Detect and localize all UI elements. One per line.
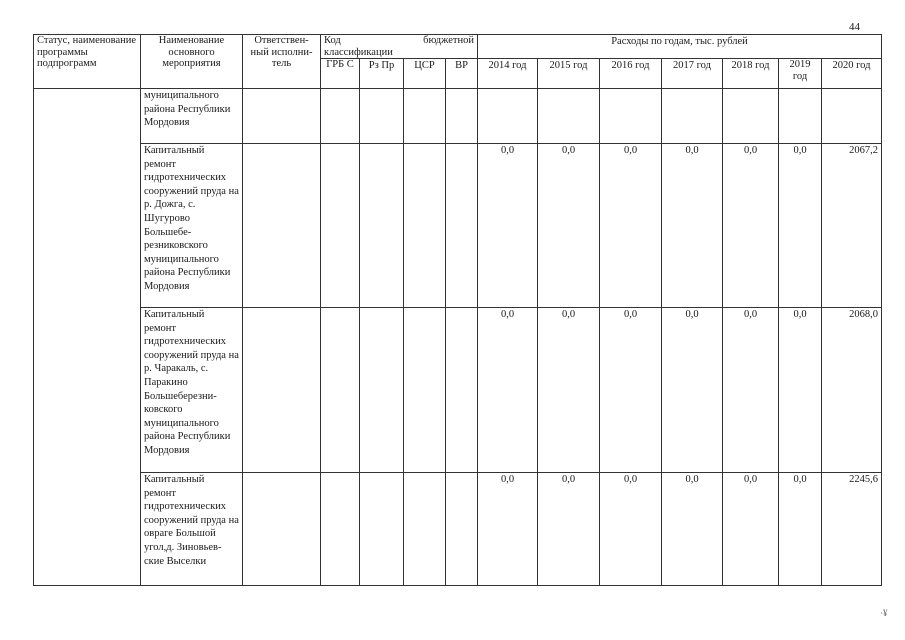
executor-cell (243, 308, 321, 473)
corner-mark: ·¥ (880, 608, 888, 618)
executor-cell (243, 144, 321, 308)
value-2016 (600, 89, 662, 144)
value-2014: 0,0 (478, 308, 538, 473)
header-budget-code (321, 35, 478, 59)
table-row (34, 473, 882, 586)
executor-cell (243, 89, 321, 144)
value-2018: 0,0 (723, 473, 779, 586)
value-2018: 0,0 (723, 308, 779, 473)
value-2017 (662, 89, 723, 144)
header-rzpr: Рз Пр (360, 59, 404, 89)
grbs-cell (321, 144, 360, 308)
vr-cell (446, 144, 478, 308)
budget-table (33, 34, 882, 586)
executor-cell (243, 473, 321, 586)
value-2020: 2245,6 (822, 473, 882, 586)
value-2017: 0,0 (662, 144, 723, 308)
value-2020: 2068,0 (822, 308, 882, 473)
header-year-2019: 2019 год (779, 59, 822, 89)
event-name: Капитальный ремонт гидротехнических сооружений пруда на овраге Большой угол,д. Зиновьев-ские Выселки (141, 473, 243, 586)
value-2016: 0,0 (600, 473, 662, 586)
event-name: муниципального района Республики Мордовия (141, 89, 243, 144)
vr-cell (446, 473, 478, 586)
csr-cell (404, 144, 446, 308)
table-row (34, 308, 882, 473)
csr-cell (404, 473, 446, 586)
rzpr-cell (360, 308, 404, 473)
vr-cell (446, 89, 478, 144)
header-grbs: ГРБ С (321, 59, 360, 89)
header-csr: ЦСР (404, 59, 446, 89)
value-2015: 0,0 (538, 308, 600, 473)
header-code-bottom: классификации (324, 46, 393, 58)
header-vr: ВР (446, 59, 478, 89)
value-2020: 2067,2 (822, 144, 882, 308)
vr-cell (446, 308, 478, 473)
value-2019: 0,0 (779, 308, 822, 473)
value-2016: 0,0 (600, 144, 662, 308)
header-year-2018: 2018 год (723, 59, 779, 89)
grbs-cell (321, 89, 360, 144)
value-2020 (822, 89, 882, 144)
table-row (34, 89, 882, 144)
value-2017: 0,0 (662, 473, 723, 586)
header-status: Статус, наименование программы подпрограмм (34, 35, 141, 89)
value-2015 (538, 89, 600, 144)
value-2015: 0,0 (538, 144, 600, 308)
value-2017: 0,0 (662, 308, 723, 473)
value-2015: 0,0 (538, 473, 600, 586)
status-cell (34, 89, 141, 586)
grbs-cell (321, 473, 360, 586)
rzpr-cell (360, 144, 404, 308)
value-2019 (779, 89, 822, 144)
value-2019: 0,0 (779, 473, 822, 586)
csr-cell (404, 308, 446, 473)
grbs-cell (321, 308, 360, 473)
header-year-2016: 2016 год (600, 59, 662, 89)
header-year-2020: 2020 год (822, 59, 882, 89)
header-name: Наименование основного мероприятия (141, 35, 243, 89)
header-year-2014: 2014 год (478, 59, 538, 89)
header-year-2017: 2017 год (662, 59, 723, 89)
csr-cell (404, 89, 446, 144)
event-name: Капитальный ремонт гидротехнических сооружений пруда на р. Чаракаль, с. Паракино Большеберезни-ковского муниципального района Республики Мордовия (141, 308, 243, 473)
value-2018: 0,0 (723, 144, 779, 308)
rzpr-cell (360, 89, 404, 144)
value-2018 (723, 89, 779, 144)
value-2014 (478, 89, 538, 144)
header-code-left: Код (324, 35, 341, 46)
event-name: Капитальный ремонт гидротехнических сооружений пруда на р. Дожга, с. Шугурово Большебе-резниковского муниципального района Республики Мордовия (141, 144, 243, 308)
value-2019: 0,0 (779, 144, 822, 308)
header-expenses: Расходы по годам, тыс. рублей (478, 35, 882, 59)
value-2014: 0,0 (478, 473, 538, 586)
header-row-1 (34, 35, 882, 59)
header-executor: Ответствен-ный исполни-тель (243, 35, 321, 89)
header-code-right: бюджетной (423, 35, 474, 46)
page-number: 44 (849, 21, 860, 33)
value-2014: 0,0 (478, 144, 538, 308)
rzpr-cell (360, 473, 404, 586)
value-2016: 0,0 (600, 308, 662, 473)
header-year-2015: 2015 год (538, 59, 600, 89)
table-row (34, 144, 882, 308)
